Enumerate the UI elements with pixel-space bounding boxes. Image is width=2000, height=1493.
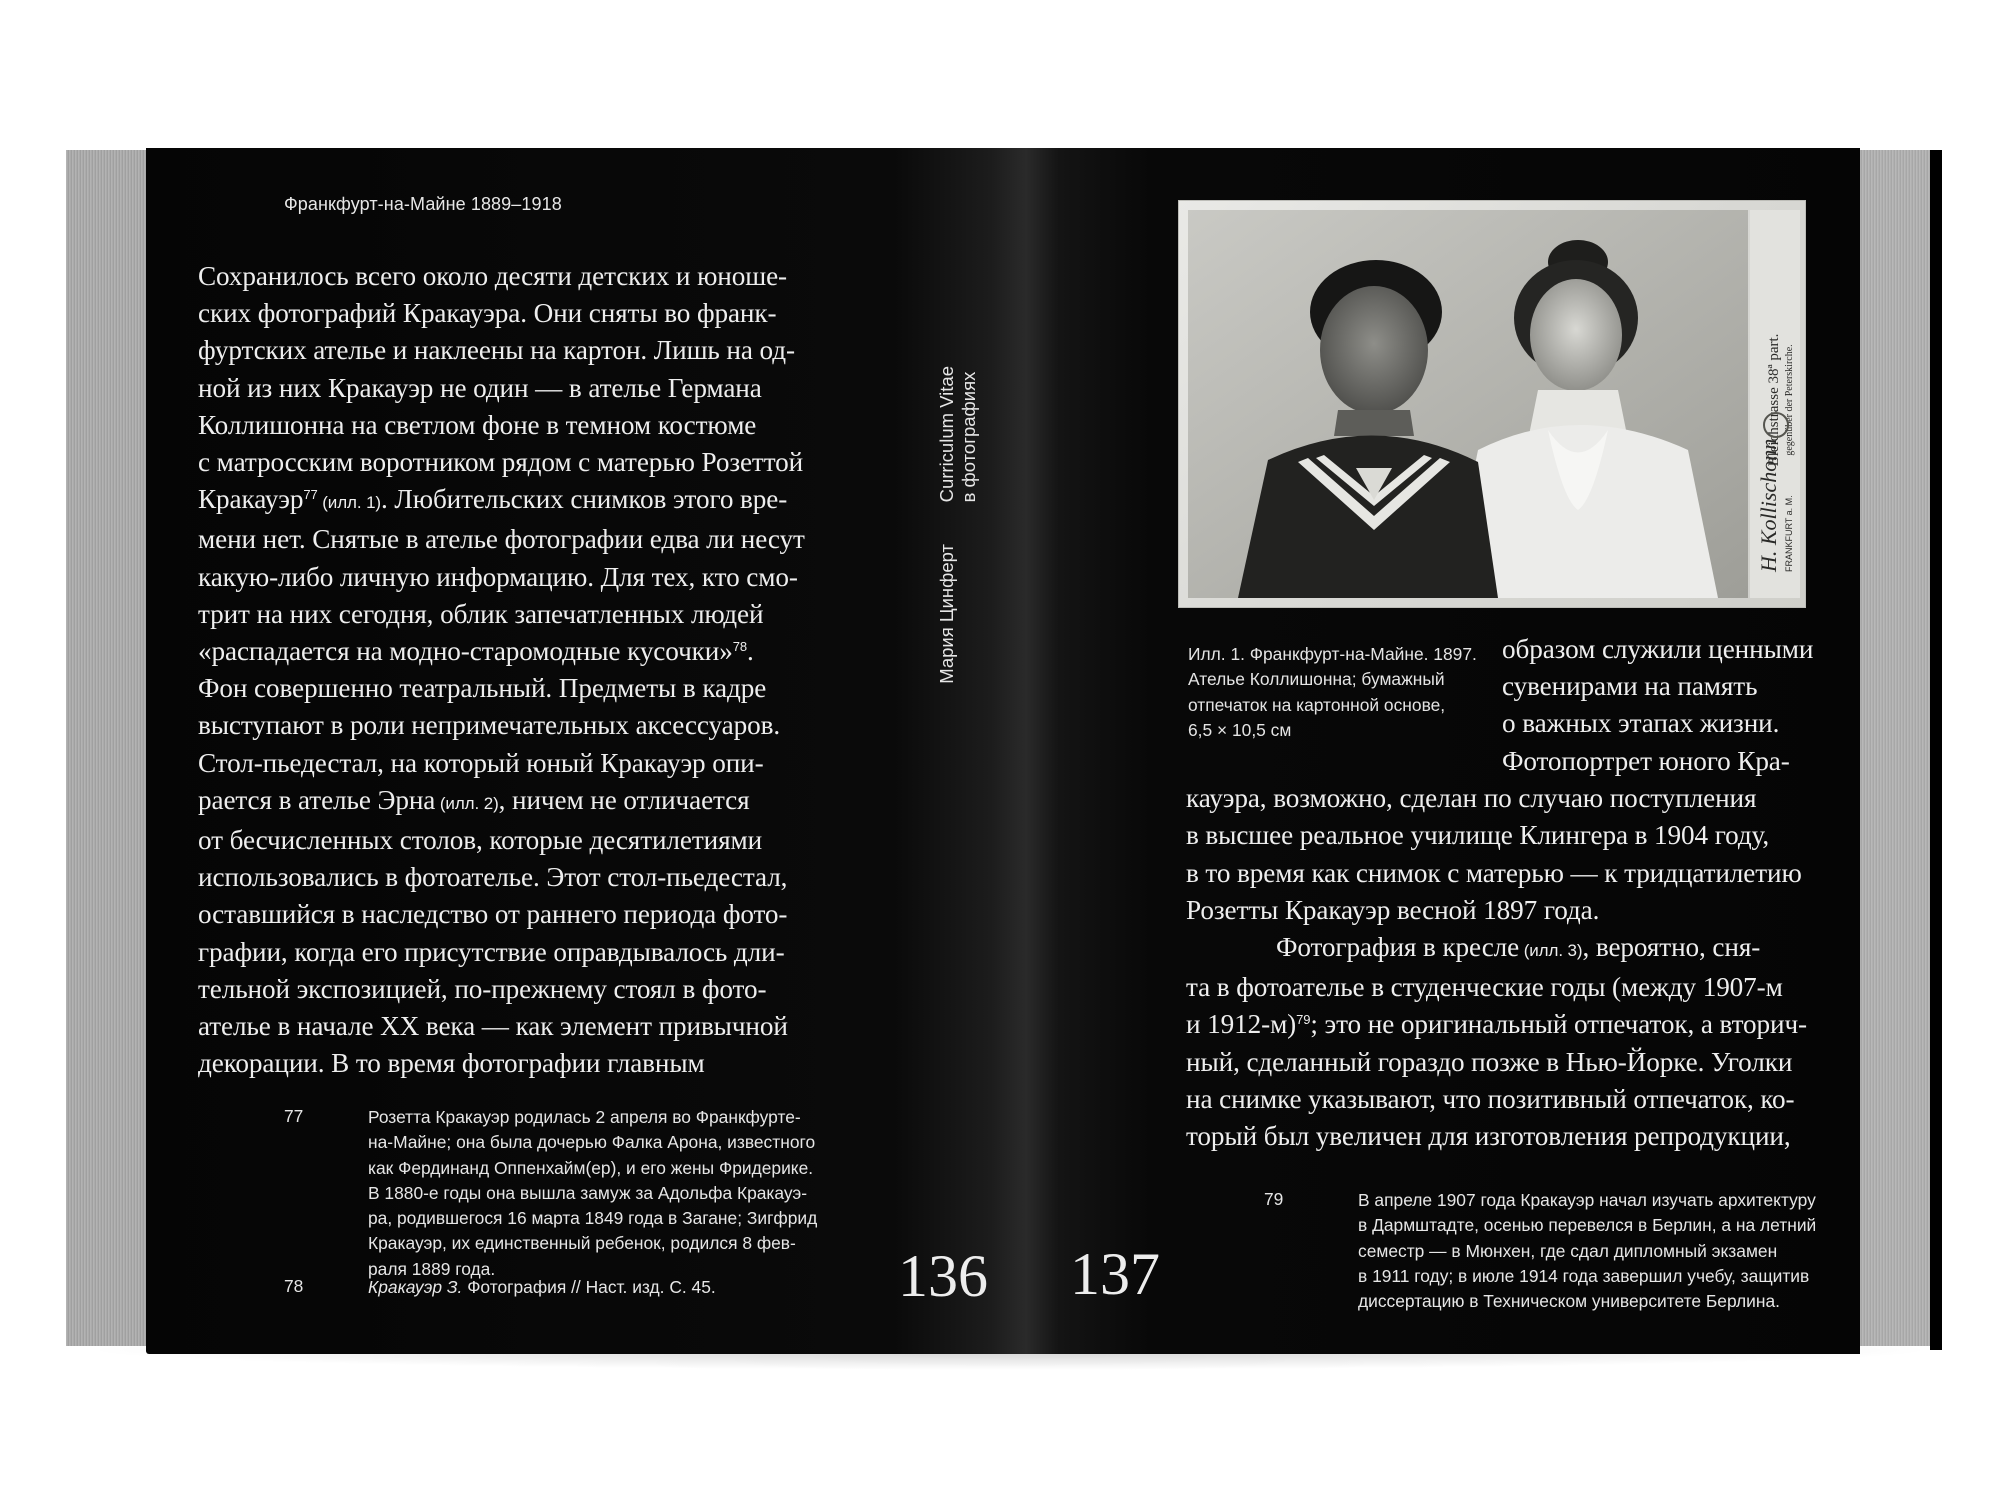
- caption-line: отпечаток на картонной основе,: [1188, 694, 1446, 715]
- text-run: Сохранилось всего около десяти детских и юноше-: [198, 261, 787, 291]
- footnote-line: В апреле 1907 года Кракауэр начал изучать архитектуру: [1358, 1190, 1816, 1210]
- text-line: [1186, 1006, 1866, 1043]
- studio-address: Bleichstrasse 38ª part.: [1766, 333, 1782, 467]
- text-run: ских фотографий Кракауэра. Они сняты во франк-: [198, 298, 777, 329]
- left-page: [146, 148, 1026, 1354]
- text-line: о важных этапах жизни.: [1502, 708, 1780, 739]
- text-line: [198, 332, 918, 369]
- text-run: Фотография в кресле: [1276, 932, 1520, 963]
- illustration-reference: (илл. 2): [435, 793, 499, 813]
- text-line: [198, 934, 918, 971]
- text-line: [198, 633, 918, 670]
- text-line: [198, 258, 918, 295]
- footnote-line: на-Майне; она была дочерью Фалка Арона, известного: [368, 1132, 816, 1153]
- text-run: , вероятно, сня-: [1582, 932, 1761, 963]
- text-line: [198, 370, 918, 407]
- text-line: [1186, 743, 1866, 780]
- left-body-text: [198, 258, 918, 1082]
- caption-line: 6,5 × 10,5 см: [1188, 719, 1292, 740]
- author-name-vertical: Мария Цинферт: [936, 544, 957, 684]
- page-number-137: 137: [1070, 1241, 1160, 1307]
- right-page: [1026, 148, 1860, 1354]
- text-line: [198, 1008, 918, 1045]
- text-run: и 1912-м): [1186, 1009, 1297, 1040]
- text-run: Кракауэр: [198, 484, 304, 515]
- text-run: «распадается на модно-старомодные кусочки»: [198, 636, 733, 667]
- page-block-left-edge: [66, 150, 148, 1346]
- footnote-reference[interactable]: 78: [732, 639, 747, 655]
- footnote-reference[interactable]: 79: [1296, 1012, 1311, 1028]
- text-line: образом служили ценными: [1502, 634, 1814, 664]
- studio-address-note: gegenüber der Peterskirche.: [1784, 344, 1795, 456]
- back-cover-edge: [1930, 150, 1942, 1350]
- text-run: Фон совершенно театральный. Предметы в кадре: [198, 673, 767, 704]
- text-line: [1186, 892, 1866, 929]
- text-line: [198, 481, 918, 521]
- text-run: ателье в начале XX века — как элемент привычной: [198, 1011, 788, 1042]
- text-line: [198, 971, 918, 1008]
- text-line: [198, 596, 918, 633]
- text-run: графии, когда его присутствие оправдывалось дли-: [198, 936, 785, 967]
- text-line: [198, 896, 918, 933]
- text-line: [1186, 1044, 1866, 1081]
- text-run: в высшее реальное училище Клингера в 1904 году,: [1186, 820, 1770, 851]
- text-line: [198, 1045, 918, 1082]
- footnote-line: в 1911 году; в июле 1914 года завершил учебу, защитив: [1358, 1265, 1810, 1286]
- footnote-line: Кракауэр, их единственный ребенок, родился 8 фев-: [368, 1233, 796, 1254]
- text-line: [1186, 817, 1866, 854]
- text-run: Розетты Кракауэр весной 1897 года.: [1186, 894, 1600, 925]
- text-run: .: [746, 636, 754, 667]
- running-title-vertical: [936, 366, 980, 502]
- page-number-136: 136: [898, 1243, 988, 1309]
- text-line: [198, 707, 918, 744]
- text-line: [1186, 780, 1866, 817]
- running-title-line-1: Curriculum Vitae: [936, 366, 957, 503]
- text-run: тельной экспозицией, по-прежнему стоял в фото-: [198, 973, 767, 1004]
- text-run: в то время как снимок с матерью — к тридцатилетию: [1186, 857, 1802, 888]
- text-run: Стол-пьедестал, на который юный Кракауэр опи-: [198, 747, 764, 778]
- text-run: выступают в роли непримечательных аксессуаров.: [198, 710, 781, 741]
- text-line: [198, 670, 918, 707]
- running-title-line-2: в фотографиях: [958, 371, 979, 503]
- studio-city: FRANKFURT a. M.: [1784, 495, 1794, 572]
- text-line: [198, 822, 918, 859]
- footnote-number-78: 78: [284, 1276, 304, 1296]
- footnote-line: семестр — в Мюнхен, где сдал дипломный экзамен: [1358, 1240, 1778, 1261]
- text-line: [198, 521, 918, 558]
- text-run: кауэра, возможно, сделан по случаю поступления: [1186, 783, 1757, 814]
- text-run: торый был увеличен для изготовления репродукции,: [1186, 1121, 1791, 1152]
- footnote-78-source: Фотография // Наст. изд. С. 45.: [462, 1277, 716, 1297]
- text-line: [1186, 855, 1866, 892]
- text-line: [198, 295, 918, 332]
- text-run: Коллишонна на светлом фоне в темном костюме: [198, 409, 757, 440]
- text-line: [198, 444, 918, 481]
- text-run: декорации. В то время фотографии главным: [198, 1048, 705, 1079]
- text-run: , ничем не отличается: [498, 784, 750, 815]
- footnote-line: как Фердинанд Оппенхайм(ер), и его жены Фридерике.: [368, 1157, 814, 1178]
- text-run: оставшийся в наследство от раннего периода фото-: [198, 899, 788, 930]
- text-run: от бесчисленных столов, которые десятилетиями: [198, 825, 763, 856]
- text-run: ный, сделанный гораздо позже в Нью-Йорке. Уголки: [1186, 1046, 1793, 1077]
- portrait-photo-graphic: [1178, 200, 1806, 608]
- text-run: фуртских ателье и наклеены на картон. Лишь на од-: [198, 335, 795, 366]
- text-line: [1186, 1081, 1866, 1118]
- text-run: на снимке указывают, что позитивный отпечаток, ко-: [1186, 1083, 1795, 1114]
- text-line: [198, 745, 918, 782]
- text-line: сувенирами на память: [1502, 671, 1758, 702]
- footnote-78: [368, 1275, 888, 1300]
- footnote-78-author: Кракауэр З.: [368, 1277, 463, 1297]
- right-body-text: [1186, 743, 1866, 1155]
- text-line: [198, 559, 918, 596]
- text-run: ; это не оригинальный отпечаток, а вторич-: [1310, 1009, 1807, 1040]
- text-line: [198, 407, 918, 444]
- footnote-77: [368, 1105, 888, 1282]
- text-run: та в фотоателье в студенческие годы (между 1907-м: [1186, 972, 1783, 1003]
- footnote-line: Розетта Кракауэр родилась 2 апреля во Франкфурте-: [368, 1107, 801, 1127]
- text-line: [1186, 1118, 1866, 1155]
- footnote-reference[interactable]: 77: [303, 487, 318, 503]
- text-run: рается в ателье Эрна: [198, 784, 436, 815]
- illustration-1-photo: [1178, 200, 1806, 608]
- footnote-line: в Дармштадте, осенью перевелся в Берлин, а на летний: [1358, 1215, 1817, 1236]
- text-line: [198, 859, 918, 896]
- text-run: трит на них сегодня, облик запечатленных людей: [198, 598, 764, 629]
- caption-line: Илл. 1. Франкфурт-на-Майне. 1897.: [1188, 644, 1477, 664]
- footnote-line: раля 1889 года.: [368, 1258, 496, 1279]
- footnote-line: В 1880-е годы она вышла замуж за Адольфа Кракауэ-: [368, 1182, 808, 1203]
- footnote-79: [1358, 1188, 1858, 1314]
- text-run: . Любительских снимков этого вре-: [381, 484, 788, 515]
- text-run: Фотопортрет юного Кра-: [1502, 746, 1790, 776]
- text-run: использовались в фотоателье. Этот стол-пьедестал,: [198, 862, 788, 893]
- photographer-signature: H. Kollischonn: [1756, 438, 1781, 572]
- illustration-reference: (илл. 3): [1519, 941, 1583, 961]
- text-line: [1186, 969, 1866, 1006]
- text-run: ной из них Кракауэр не один — в ателье Германа: [198, 372, 762, 403]
- text-run: мени нет. Снятые в ателье фотографии едва ли несут: [198, 524, 805, 555]
- right-body-wrap-text: [1502, 631, 1862, 743]
- footnote-line: ра, родившегося 16 марта 1849 года в Загане; Зигфрид: [368, 1208, 818, 1229]
- text-run: какую-либо личную информацию. Для тех, кто смо-: [198, 561, 798, 592]
- text-line: [198, 782, 918, 822]
- footnote-number-77: 77: [284, 1106, 304, 1126]
- text-run: с матросским воротником рядом с матерью Розеттой: [198, 447, 804, 478]
- illustration-reference: (илл. 1): [317, 493, 381, 513]
- caption-line: Ателье Коллишонна; бумажный: [1188, 669, 1445, 690]
- footnote-line: диссертацию в Техническом университете Берлина.: [1358, 1291, 1780, 1312]
- text-line: [1186, 929, 1866, 969]
- footnote-number-79: 79: [1264, 1189, 1284, 1209]
- running-head: Франкфурт-на-Майне 1889–1918: [284, 194, 562, 214]
- illustration-1-caption: [1188, 642, 1500, 743]
